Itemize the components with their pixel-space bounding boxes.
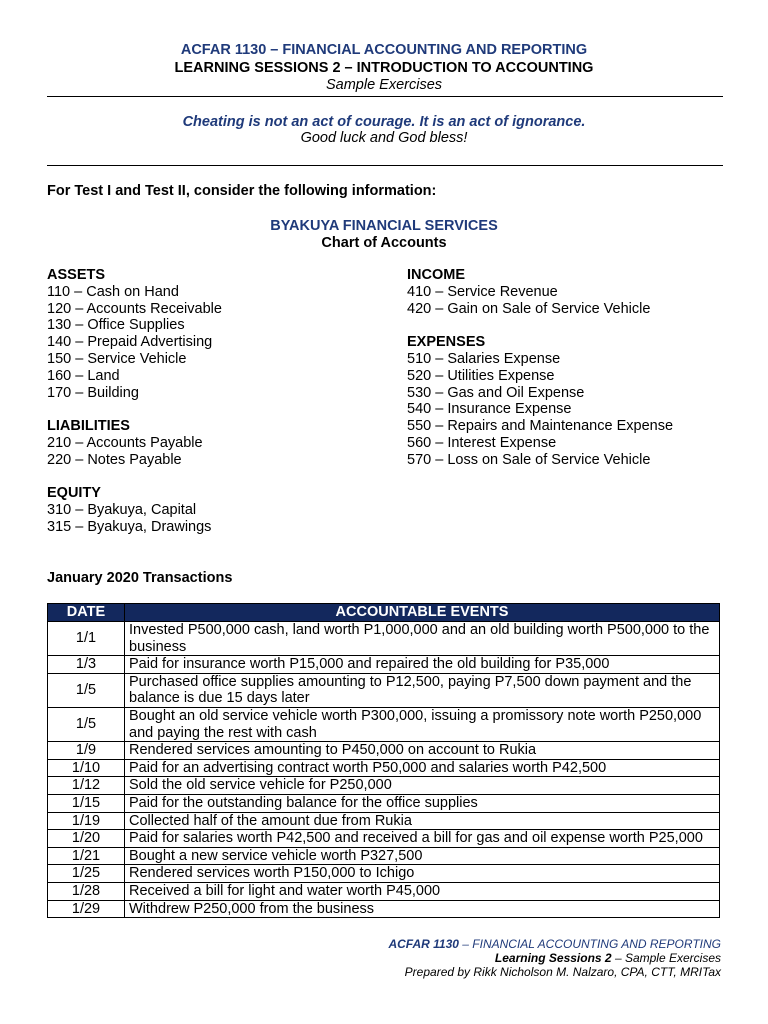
transaction-event: Purchased office supplies amounting to P12,500, paying P7,500 down payment and the balance is due 15 days later <box>125 673 720 707</box>
account-item: 220 – Notes Payable <box>47 451 182 468</box>
account-section-heading: EXPENSES <box>407 334 486 351</box>
transaction-event: Paid for insurance worth P15,000 and repaired the old building for P35,000 <box>125 656 720 674</box>
transactions-table <box>47 603 720 918</box>
account-item: 160 – Land <box>47 367 120 384</box>
transaction-date: 1/28 <box>48 882 125 900</box>
intro-text: For Test I and Test II, consider the following information: <box>47 183 437 199</box>
account-item: 410 – Service Revenue <box>407 283 558 300</box>
account-item: 140 – Prepaid Advertising <box>47 334 213 351</box>
table-row <box>48 882 720 900</box>
transaction-date: 1/1 <box>48 622 125 656</box>
quote-line-2: Good luck and God bless! <box>300 130 468 146</box>
account-section-heading: EQUITY <box>47 485 101 502</box>
transaction-event: Invested P500,000 cash, land worth P1,000,000 and an old building worth P500,000 to the business <box>125 622 720 656</box>
account-section-heading: LIABILITIES <box>47 418 130 435</box>
account-item: 530 – Gas and Oil Expense <box>407 384 585 401</box>
transaction-date: 1/25 <box>48 865 125 883</box>
transaction-event: Withdrew P250,000 from the business <box>125 900 720 918</box>
transaction-date: 1/19 <box>48 812 125 830</box>
account-item: 310 – Byakuya, Capital <box>47 502 197 519</box>
transaction-date: 1/5 <box>48 707 125 741</box>
quote-divider <box>47 165 723 166</box>
footer-course <box>388 937 721 951</box>
account-item: 110 – Cash on Hand <box>47 283 179 300</box>
transaction-event: Bought a new service vehicle worth P327,500 <box>125 847 720 865</box>
transaction-event: Rendered services amounting to P450,000 on account to Rukia <box>125 742 720 760</box>
transaction-event: Rendered services worth P150,000 to Ichigo <box>125 865 720 883</box>
table-row <box>48 707 720 741</box>
accounts-left-column <box>47 267 222 536</box>
transactions-title: January 2020 Transactions <box>47 570 233 586</box>
transaction-event: Collected half of the amount due from Rukia <box>125 812 720 830</box>
transaction-event: Paid for an advertising contract worth P50,000 and salaries worth P42,500 <box>125 759 720 777</box>
table-row <box>48 847 720 865</box>
footer-session-name: Learning Sessions 2 <box>494 951 612 965</box>
section-spacer <box>47 469 222 486</box>
transaction-date: 1/15 <box>48 794 125 812</box>
footer-session-rest: – Sample Exercises <box>611 951 721 965</box>
transaction-date: 1/29 <box>48 900 125 918</box>
account-item: 315 – Byakuya, Drawings <box>47 518 212 535</box>
table-header-row <box>48 604 720 622</box>
transaction-date: 1/3 <box>48 656 125 674</box>
transaction-event: Paid for salaries worth P42,500 and received a bill for gas and oil expense worth P25,000 <box>125 830 720 848</box>
account-item: 420 – Gain on Sale of Service Vehicle <box>407 300 651 317</box>
footer-course-name: – FINANCIAL ACCOUNTING AND REPORTING <box>458 937 721 951</box>
account-item: 130 – Office Supplies <box>47 317 185 334</box>
account-item: 120 – Accounts Receivable <box>47 300 222 317</box>
quote-line-1: Cheating is not an act of courage. It is an act of ignorance. <box>182 114 586 130</box>
transaction-date: 1/20 <box>48 830 125 848</box>
table-row <box>48 900 720 918</box>
transaction-date: 1/10 <box>48 759 125 777</box>
table-row <box>48 812 720 830</box>
footer-author: Prepared by Rikk Nicholson M. Nalzaro, CPA, CTT, MRITax <box>404 965 721 979</box>
events-column-header: ACCOUNTABLE EVENTS <box>125 604 720 622</box>
table-row <box>48 777 720 795</box>
table-row <box>48 622 720 656</box>
account-item: 520 – Utilities Expense <box>407 367 555 384</box>
account-item: 570 – Loss on Sale of Service Vehicle <box>407 451 651 468</box>
account-item: 540 – Insurance Expense <box>407 401 572 418</box>
transaction-date: 1/21 <box>48 847 125 865</box>
session-title: LEARNING SESSIONS 2 – INTRODUCTION TO ACCOUNTING <box>174 60 594 76</box>
page-subtitle: Sample Exercises <box>325 77 443 93</box>
account-item: 150 – Service Vehicle <box>47 350 187 367</box>
account-item: 560 – Interest Expense <box>407 434 557 451</box>
table-row <box>48 865 720 883</box>
chart-of-accounts-title: Chart of Accounts <box>321 235 447 251</box>
account-item: 550 – Repairs and Maintenance Expense <box>407 418 674 435</box>
table-row <box>48 759 720 777</box>
transaction-event: Received a bill for light and water worth P45,000 <box>125 882 720 900</box>
transactions-body <box>48 622 720 918</box>
section-spacer <box>407 317 673 334</box>
table-row <box>48 656 720 674</box>
footer-session <box>495 951 721 965</box>
transaction-event: Sold the old service vehicle for P250,000 <box>125 777 720 795</box>
table-row <box>48 794 720 812</box>
accounts-right-column <box>407 267 673 469</box>
course-title: ACFAR 1130 – FINANCIAL ACCOUNTING AND REPORTING <box>180 42 588 58</box>
company-name: BYAKUYA FINANCIAL SERVICES <box>270 218 498 234</box>
section-spacer <box>47 401 222 418</box>
header-divider <box>47 96 723 97</box>
transaction-event: Paid for the outstanding balance for the office supplies <box>125 794 720 812</box>
transaction-event: Bought an old service vehicle worth P300,000, issuing a promissory note worth P250,000 and paying the rest with cash <box>125 707 720 741</box>
transaction-date: 1/9 <box>48 742 125 760</box>
table-row <box>48 830 720 848</box>
transaction-date: 1/5 <box>48 673 125 707</box>
table-row <box>48 673 720 707</box>
account-item: 510 – Salaries Expense <box>407 350 561 367</box>
account-section-heading: INCOME <box>407 267 465 283</box>
date-column-header: DATE <box>48 604 125 622</box>
footer-course-code: ACFAR 1130 <box>388 937 459 951</box>
account-item: 170 – Building <box>47 384 139 401</box>
account-item: 210 – Accounts Payable <box>47 434 203 451</box>
transaction-date: 1/12 <box>48 777 125 795</box>
account-section-heading: ASSETS <box>47 267 106 283</box>
table-row <box>48 742 720 760</box>
